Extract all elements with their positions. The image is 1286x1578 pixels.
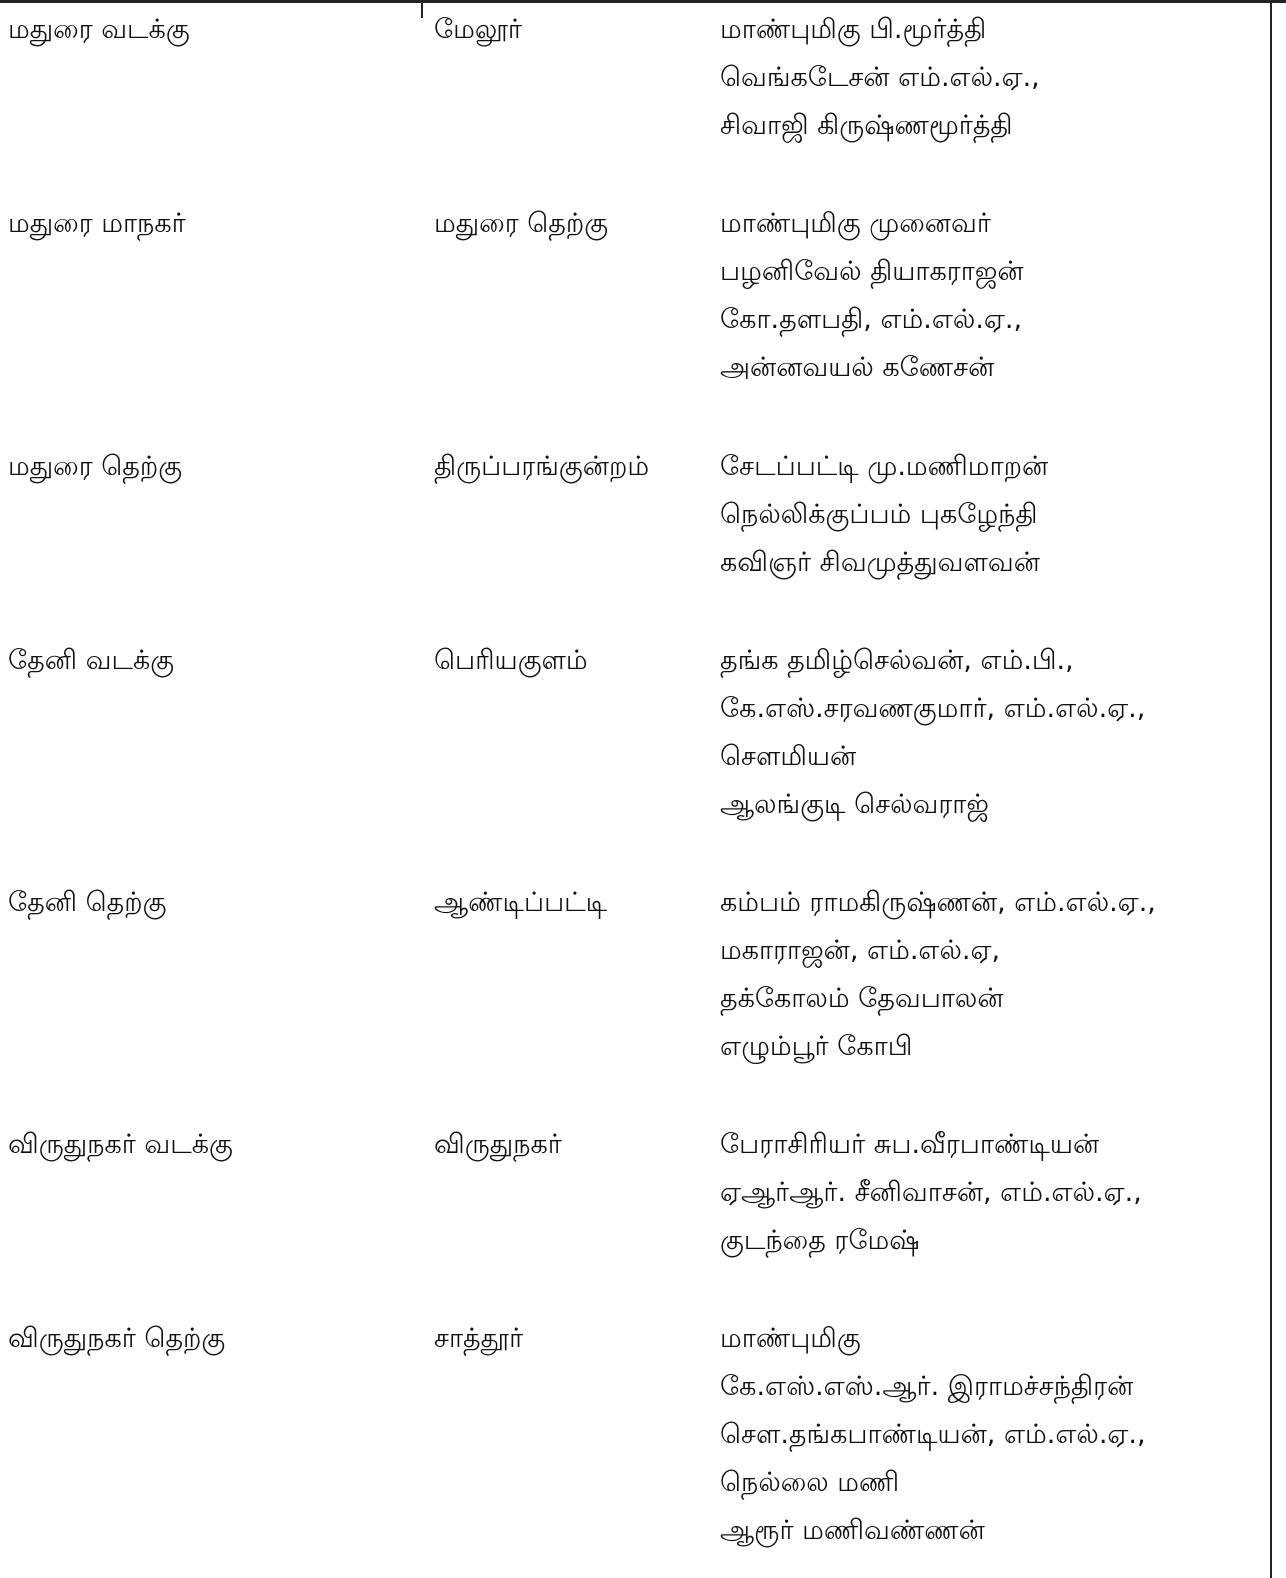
name-line: சௌமியன் <box>720 741 857 772</box>
name-line: கே.எஸ்.எஸ்.ஆர். இராமச்சந்திரன் <box>720 1371 1134 1402</box>
name-line: கவிஞர் சிவமுத்துவளவன் <box>720 547 1040 578</box>
name-line: கம்பம் ராமகிருஷ்ணன், எம்.எல்.ஏ., <box>720 887 1156 918</box>
district-name: மதுரை வடக்கு <box>8 14 190 45</box>
name-line: கோ.தளபதி, எம்.எல்.ஏ., <box>720 304 1023 335</box>
district-name: விருதுநகர் வடக்கு <box>8 1129 233 1160</box>
name-line: தங்க தமிழ்செல்வன், எம்.பி., <box>720 645 1074 676</box>
constituency-name: ஆண்டிப்பட்டி <box>434 887 608 918</box>
name-line: தக்கோலம் தேவபாலன் <box>720 983 1004 1014</box>
names-list <box>720 200 1024 392</box>
name-line: எழும்பூர் கோபி <box>720 1031 913 1062</box>
name-line: மாண்புமிகு முனைவர் <box>720 208 991 239</box>
district-name: மதுரை மாநகர் <box>8 208 186 239</box>
district-name: மதுரை தெற்கு <box>8 451 183 482</box>
name-line: நெல்லை மணி <box>720 1467 900 1498</box>
name-line: சௌ.தங்கபாண்டியன், எம்.எல்.ஏ., <box>720 1419 1146 1450</box>
column-divider-right <box>1270 0 1272 1578</box>
constituency-name: சாத்தூர் <box>434 1323 524 1354</box>
district-name: விருதுநகர் தெற்கு <box>8 1323 226 1354</box>
constituency-name: மதுரை தெற்கு <box>434 208 609 239</box>
name-line: ஏஆர்ஆர். சீனிவாசன், எம்.எல்.ஏ., <box>720 1177 1142 1208</box>
name-line: பழனிவேல் தியாகராஜன் <box>720 256 1024 287</box>
constituency-name: திருப்பரங்குன்றம் <box>434 451 650 482</box>
district-name: தேனி தெற்கு <box>8 887 167 918</box>
constituency-name: மேலூர் <box>434 14 523 45</box>
top-rule <box>0 0 1286 3</box>
column-divider-left <box>421 0 423 18</box>
name-line: பேராசிரியர் சுப.வீரபாண்டியன் <box>720 1129 1100 1160</box>
names-list <box>720 1315 1146 1555</box>
names-list <box>720 637 1145 829</box>
name-line: அன்னவயல் கணேசன் <box>720 352 995 383</box>
district-name: தேனி வடக்கு <box>8 645 175 676</box>
constituency-name: விருதுநகர் <box>434 1129 562 1160</box>
name-line: கே.எஸ்.சரவணகுமார், எம்.எல்.ஏ., <box>720 693 1146 724</box>
names-list <box>720 1121 1142 1265</box>
name-line: வெங்கடேசன் எம்.எல்.ஏ., <box>720 62 1040 93</box>
name-line: சேடப்பட்டி மு.மணிமாறன் <box>720 451 1049 482</box>
names-list <box>720 443 1048 587</box>
names-list <box>720 6 1040 150</box>
constituency-name: பெரியகுளம் <box>434 645 588 676</box>
name-line: ஆரூர் மணிவண்ணன் <box>720 1515 985 1546</box>
name-line: மாண்புமிகு பி.மூர்த்தி <box>720 14 987 45</box>
name-line: நெல்லிக்குப்பம் புகழேந்தி <box>720 499 1038 530</box>
name-line: குடந்தை ரமேஷ் <box>720 1225 920 1256</box>
name-line: மாண்புமிகு <box>720 1323 861 1354</box>
name-line: சிவாஜி கிருஷ்ணமூர்த்தி <box>720 110 1013 141</box>
names-list <box>720 879 1156 1071</box>
name-line: ஆலங்குடி செல்வராஜ் <box>720 789 989 820</box>
name-line: மகாராஜன், எம்.எல்.ஏ, <box>720 935 1001 966</box>
